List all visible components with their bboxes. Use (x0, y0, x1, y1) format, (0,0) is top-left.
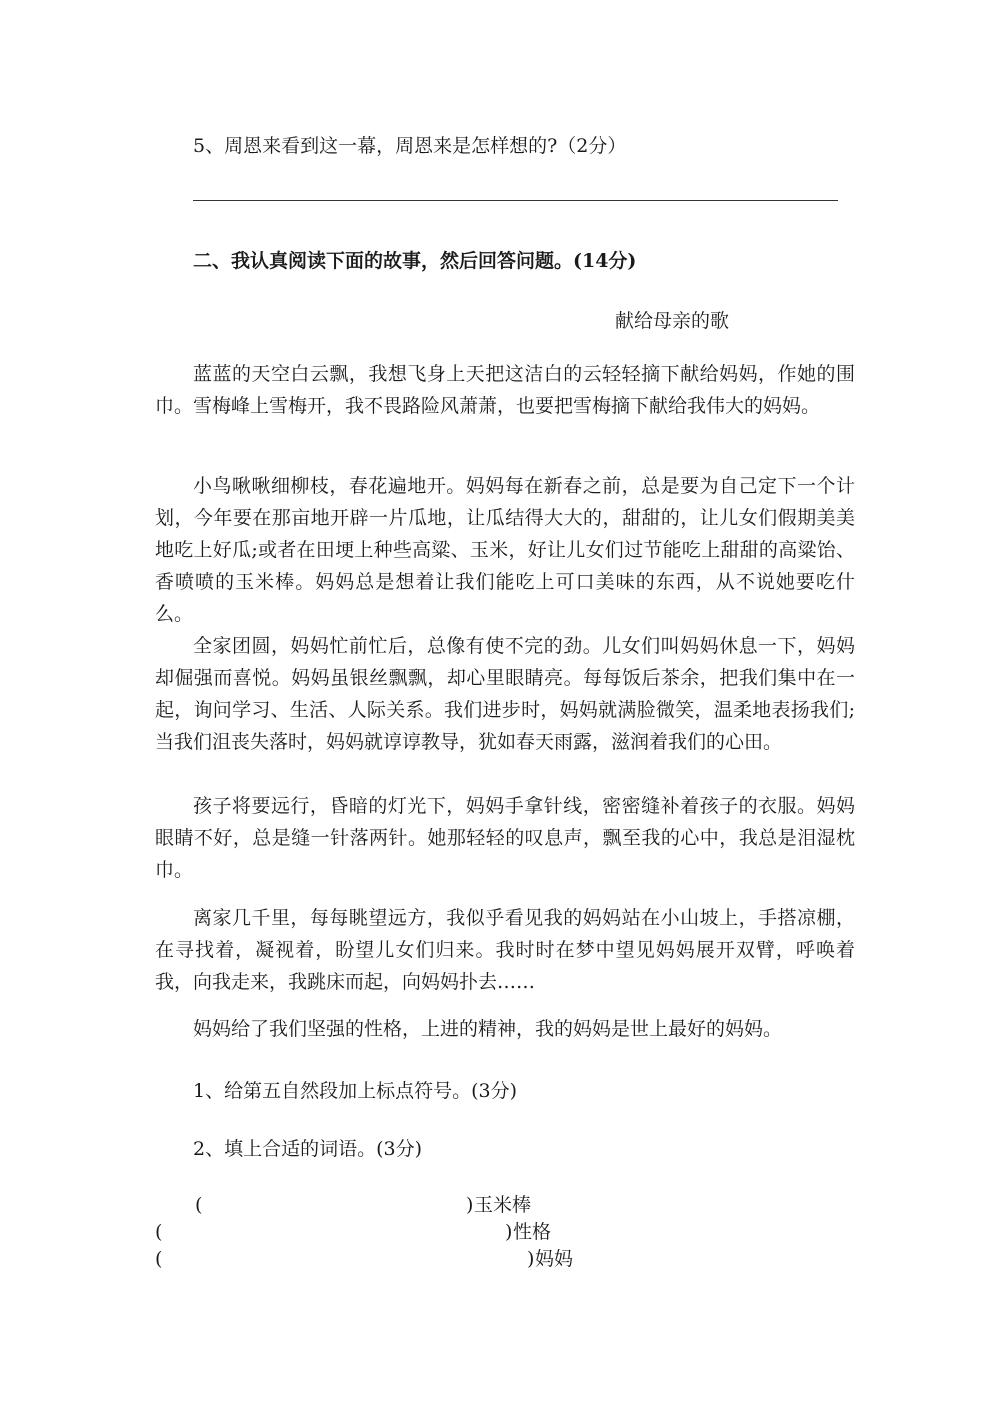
blank-word: 妈妈 (535, 1248, 574, 1270)
blank-word: 性格 (513, 1221, 552, 1243)
story-paragraph-4: 孩子将要远行，昏暗的灯光下，妈妈手拿针线，密密缝补着孩子的衣服。妈妈眼睛不好，总是缝一针落两针。她那轻轻的叹息声，飘至我的心中，我总是泪湿枕巾。 (155, 795, 855, 881)
story-paragraph-6: 妈妈给了我们坚强的性格，上进的精神，我的妈妈是世上最好的妈妈。 (193, 1018, 783, 1040)
section-2-heading: 二、我认真阅读下面的故事，然后回答问题。(14分) (193, 250, 637, 272)
blank-close-paren: ) (466, 1194, 474, 1216)
story-paragraph-5: 离家几千里，每每眺望远方，我似乎看见我的妈妈站在小山坡上，手搭凉棚，在寻找着，凝视着，盼望儿女们归来。我时时在梦中望见妈妈展开双臂，呼唤着我，向我走来，我跳床而起，向妈妈扑去…… (155, 907, 855, 993)
blank-close-paren: ) (505, 1221, 513, 1243)
sub-question-1: 1、给第五自然段加上标点符号。(3分) (193, 1080, 518, 1102)
question-5: 5、周恩来看到这一幕，周恩来是怎样想的?（2分） (193, 135, 627, 157)
story-paragraph-3: 全家团圆，妈妈忙前忙后，总像有使不完的劲。儿女们叫妈妈休息一下，妈妈却倔强而喜悦。妈妈虽银丝飘飘，却心里眼睛亮。每每饭后茶余，把我们集中在一起，询问学习、生活、人际关系。我们进步时，妈妈就满脸微笑，温柔地表扬我们;当我们沮丧失落时，妈妈就谆谆教导，犹如春天雨露，滋润着我们的心田。 (155, 635, 855, 753)
story-title: 献给母亲的歌 (615, 310, 730, 332)
blank-open-paren: ( (155, 1221, 163, 1243)
story-paragraph-1: 蓝蓝的天空白云飘，我想飞身上天把这洁白的云轻轻摘下献给妈妈，作她的围巾。雪梅峰上雪梅开，我不畏路险风萧萧，也要把雪梅摘下献给我伟大的妈妈。 (155, 363, 855, 417)
blank-word: 玉米棒 (474, 1194, 532, 1216)
story-paragraph-2: 小鸟啾啾细柳枝，春花遍地开。妈妈每在新春之前，总是要为自己定下一个计划，今年要在那亩地开辟一片瓜地，让瓜结得大大的，甜甜的，让儿女们假期美美地吃上好瓜;或者在田埂上种些高粱、玉米，好让儿女们过节能吃上甜甜的高粱饴、香喷喷的玉米棒。妈妈总是想着让我们能吃上可口美味的东西，从不说她要吃什么。 (155, 475, 855, 625)
blank-open-paren: ( (155, 1248, 163, 1270)
blank-close-paren: ) (527, 1248, 535, 1270)
sub-question-2: 2、填上合适的词语。(3分) (193, 1138, 423, 1160)
answer-line (193, 200, 838, 201)
blank-open-paren: ( (195, 1194, 203, 1216)
